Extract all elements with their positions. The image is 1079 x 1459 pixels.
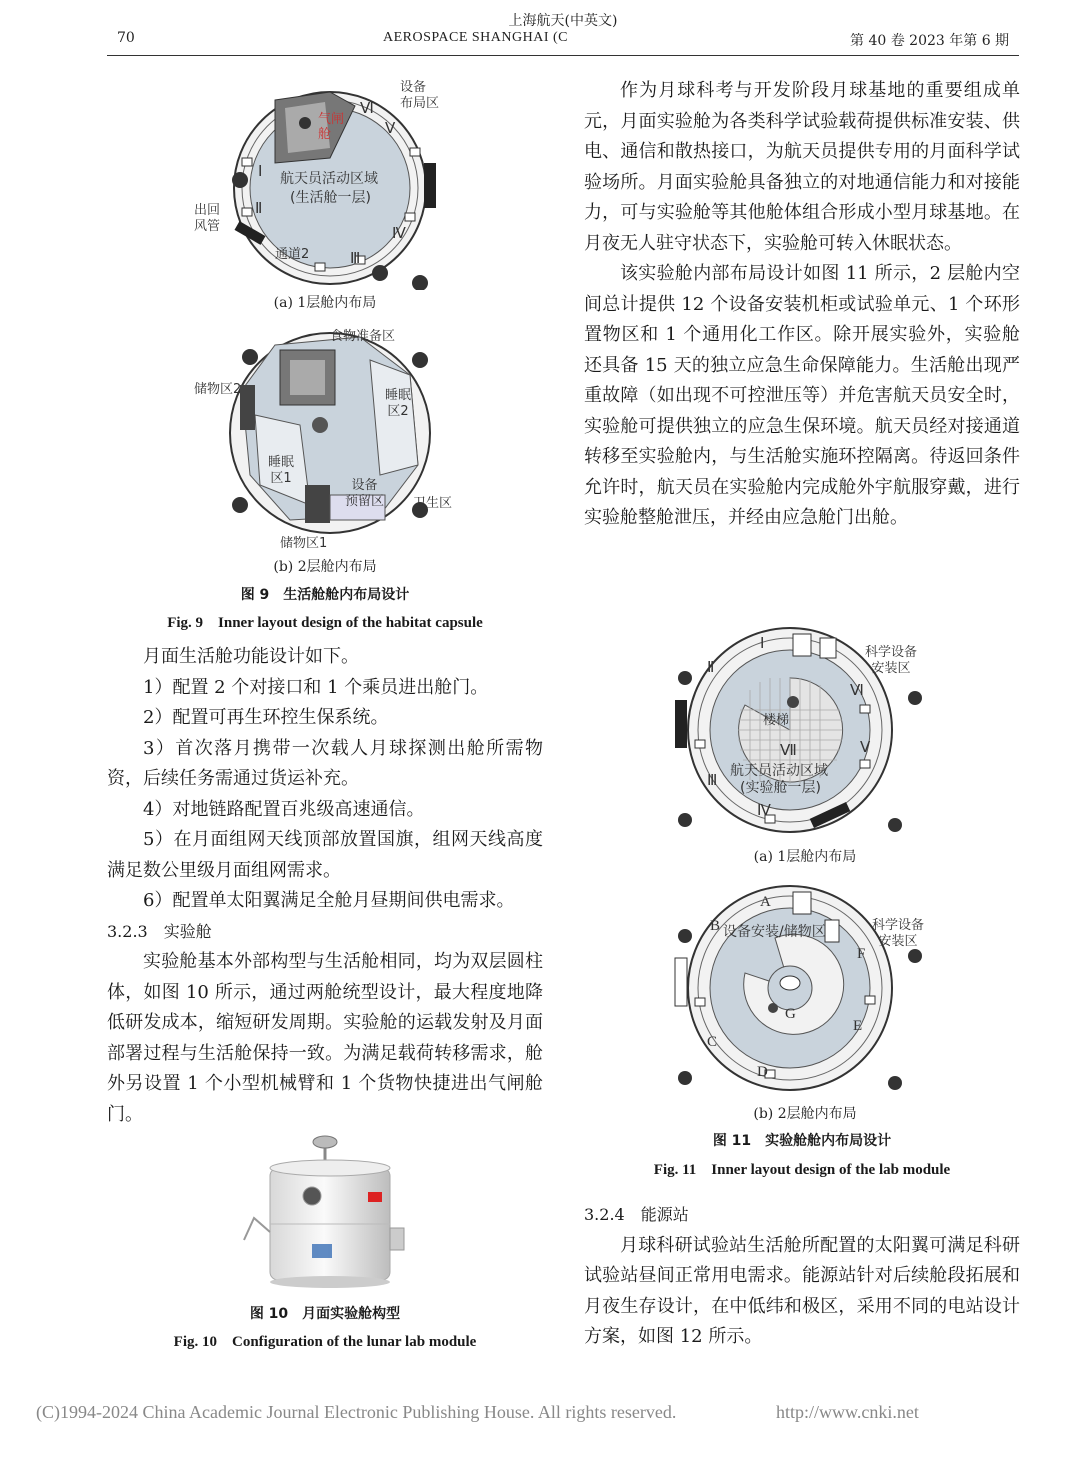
fig9a-roman-4: Ⅳ [392,226,406,242]
fig9b-equip-reserve: 设备 预留区 [345,478,385,509]
fig11b-letter-e: E [853,1018,863,1034]
fig10-caption-cn: 图 10 月面实验舱构型 [249,1306,401,1322]
fig11b-equip-storage: 设备安装/储物区 [723,924,826,940]
issue-info: 第 40 卷 2023 年第 6 期 [850,33,1010,49]
fig9a-crew-area-line1: 航天员活动区域 [280,171,378,187]
fig11a-roman-1: Ⅰ [760,636,765,652]
fig9a-caption: (a) 1层舱内布局 [273,295,377,311]
section-3-2-3: 3.2.3 实验舱 [107,921,212,941]
fig11b-letter-c: C [707,1034,718,1050]
fig11b-letter-f: F [857,946,866,962]
left-intro: 月面生活舱功能设计如下。 [143,646,359,667]
page-number: 70 [117,30,135,46]
right-text-block-2 [584,1200,1020,1353]
fig11-caption-cn: 图 11 实验舱舱内布局设计 [712,1133,892,1149]
left-para-lab: 实验舱基本外部构型与生活舱相同，均为双层圆柱体，如图 10 所示，通过两舱统型设计，最大程度地降低研发成本，缩短研发周期。实验舱的运载发射及月面部署过程与生活舱保持一致。为满足载荷转移需求，舱外另设置 1 个小型机械臂和 1 个货物快捷进出气闸舱门。 [107,951,543,1125]
fig9-caption-en: Fig. 9 Inner layout design of the habitat capsule [167,615,483,631]
fig9a-roman-6: Ⅵ [360,101,374,117]
left-item-2: 2）配置可再生环控生保系统。 [143,707,389,728]
left-item-5: 5）在月面组网天线顶部放置国旗，组网天线高度满足数公里级月面组网需求。 [107,829,543,881]
fig11b-letter-b: B [710,918,721,934]
journal-title-en: AEROSPACE SHANGHAI (C [383,30,569,45]
right-para-1: 作为月球科考与开发阶段月球基地的重要组成单元，月面实验舱为各类科学试验载荷提供标准安装、供电、通信和散热接口，为航天员提供专用的月面科学试验场所。月面实验舱具备独立的对地通信能力和对接能力，可与实验舱等其他舱体组合形成小型月球基地。在月夜无人驻守状态下，实验舱可转入休眠状态。 [584,80,1020,254]
header-rule [107,55,1019,56]
fig9a-airlock-l1: 气闸 [318,112,345,127]
fig11a-caption: (a) 1层舱内布局 [753,849,857,865]
fig9a-roman-3: Ⅲ [350,251,361,267]
fig11b-caption: (b) 2层舱内布局 [753,1106,857,1122]
left-item-3: 3）首次落月携带一次载人月球探测出舱所需物资，后续任务需通过货运补充。 [107,737,543,789]
fig11a-roman-2: Ⅱ [707,660,715,676]
fig11a-crew-area-2: (实验舱一层) [740,780,821,796]
fig9b-sleep1: 睡眠 区1 [268,455,295,486]
journal-title-cn: 上海航天(中英文) [508,13,618,29]
fig9-caption-cn: 图 9 生活舱舱内布局设计 [240,587,410,603]
fig11a-stairs: 楼梯 [763,713,790,728]
left-item-1: 1）配置 2 个对接口和 1 个乘员进出舱门。 [143,676,489,698]
left-item-4: 4）对地链路配置百兆级高速通信。 [143,798,425,820]
fig9a-roman-2: Ⅱ [255,201,263,217]
fig9b-sleep2: 睡眠 区2 [385,388,412,419]
fig11a-sci-equip: 科学设备 安装区 [865,645,918,676]
fig11b-letter-a: A [760,894,771,910]
fig9b-caption: (b) 2层舱内布局 [273,559,377,575]
fig9a-return-duct: 出回 风管 [194,203,221,234]
fig11a-roman-5: Ⅴ [860,740,871,756]
fig11a-roman-7: Ⅶ [780,743,797,759]
fig10-caption-en: Fig. 10 Configuration of the lunar lab module [173,1334,477,1350]
fig11b-diagram [665,878,935,1100]
fig9a-channel2: 通道2 [275,247,310,262]
section-3-2-4: 3.2.4 能源站 [584,1205,689,1224]
fig9b-toilet: 卫生区 [413,496,453,511]
fig9a-airlock-l2: 舱 [318,127,332,142]
fig9b-food-prep: 食物准备区 [330,329,396,344]
fig11-caption-en: Fig. 11 Inner layout design of the lab module [653,1162,951,1178]
left-item-6: 6）配置单太阳翼满足全舱月昼期间供电需求。 [143,890,515,911]
fig11a-roman-4: Ⅳ [757,803,771,819]
footer-copyright: (C)1994-2024 China Academic Journal Electronic Publishing House. All rights reserved. [36,1402,677,1422]
fig9a-roman-5: Ⅴ [385,121,396,137]
fig10-lab-module-image [240,1132,420,1292]
fig9b-diagram [180,315,470,547]
fig11b-sci-equip: 科学设备 安装区 [872,918,925,949]
fig9a-equip-area: 设备 布局区 [400,80,440,111]
fig9b-storage1: 储物区1 [280,536,328,551]
right-para-2: 该实验舱内部布局设计如图 11 所示，2 层舱内空间总计提供 12 个设备安装机柜或试验单元、1 个环形置物区和 1 个通用化工作区。除开展实验外，实验舱还具备 15 天的独立应急生命保障能力。生活舱出现严重故障（如出现不可控泄压等）并危害航天员安全时，实验舱可提供独立的应急生保环境。航天员经对接通道转移至实验舱内，与生活舱实施环控隔离。待返回条件允许时，航天员在实验舱内完成舱外宇航服穿戴，进行实验舱整舱泄压，并经由应急舱门出舱。 [584,263,1020,528]
fig9a-crew-area-line2: (生活舱一层) [290,190,371,206]
fig11b-letter-d: D [757,1064,768,1080]
fig9b-storage2: 储物区2 [194,382,242,397]
fig9a-roman-1: Ⅰ [258,164,263,180]
right-text-block-1 [584,76,1020,534]
left-text-block [107,642,543,1130]
fig11b-letter-g: G [785,1006,796,1022]
fig11a-roman-6: Ⅵ [850,683,864,699]
footer-url[interactable]: http://www.cnki.net [776,1402,919,1422]
fig11a-crew-area-1: 航天员活动区域 [730,763,828,779]
right-para-3: 月球科研试验站生活舱所配置的太阳翼可满足科研试验站昼间正常用电需求。能源站针对后续舱段拓展和月夜生存设计，在中低纬和极区，采用不同的电站设计方案，如图 12 所示。 [584,1234,1020,1347]
fig11a-roman-3: Ⅲ [707,773,718,789]
